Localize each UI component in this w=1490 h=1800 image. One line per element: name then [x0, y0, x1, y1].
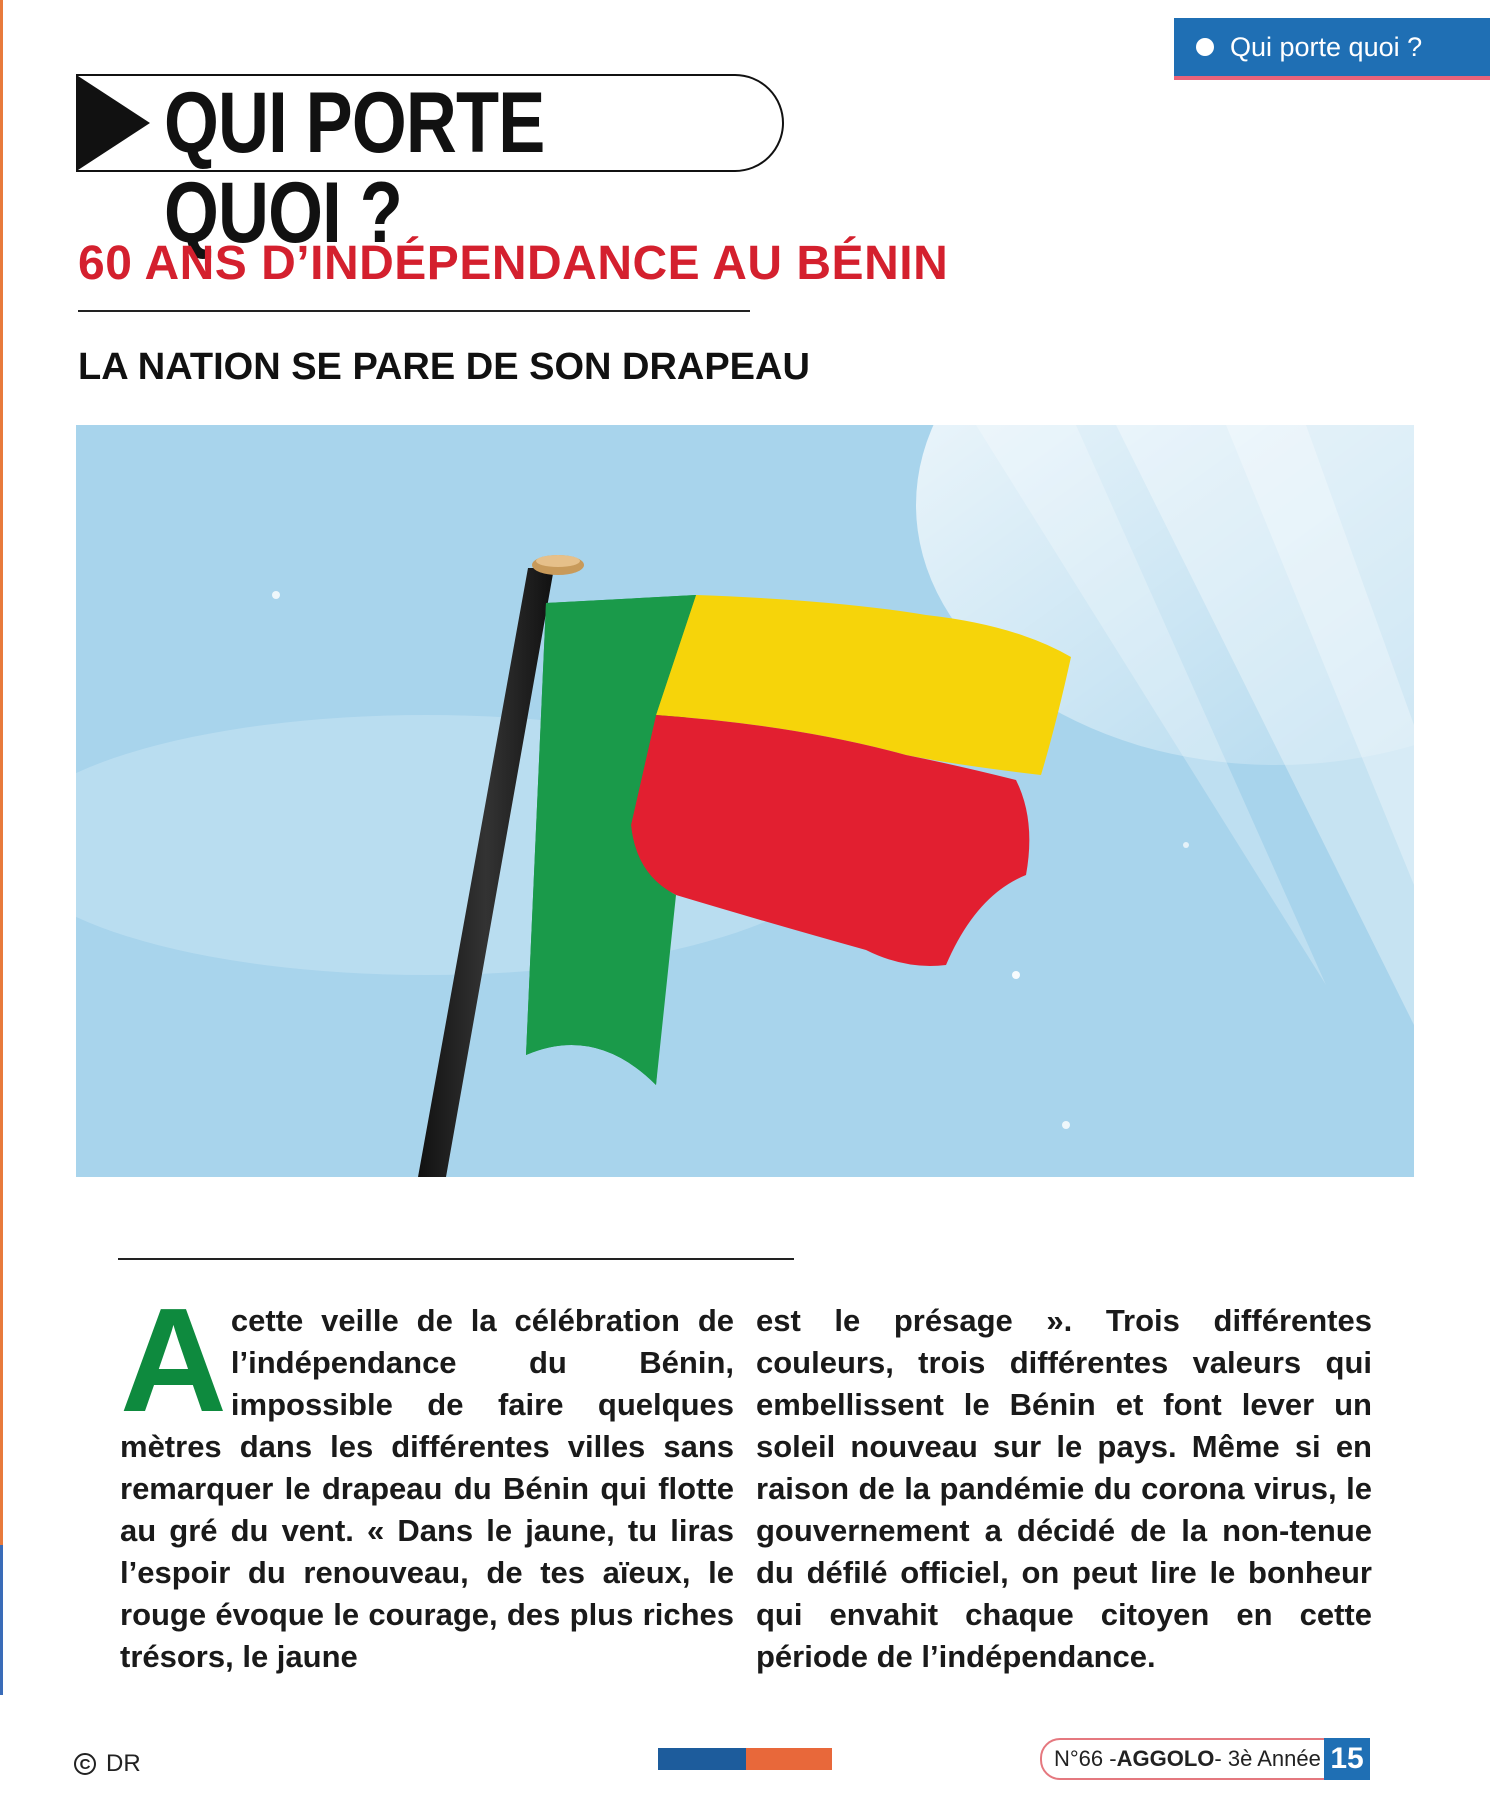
article-subheadline: LA NATION SE PARE DE SON DRAPEAU: [78, 346, 810, 388]
article-column-right: est le présage ». Trois différentes couleurs, trois différentes valeurs qui embellissent le Bénin et font lever un soleil nouveau sur le pays. Même si en raison de la pandémie du corona virus, le gouvernement a décidé de la non-tenue du défilé officiel, on peut lire le bonheur qui envahit chaque citoyen en cette période de l’indépendance.: [756, 1303, 1372, 1674]
page-folio: [1040, 1738, 1370, 1780]
divider: [118, 1258, 794, 1260]
benin-flag-illustration: [76, 425, 1414, 1177]
divider: [78, 310, 750, 312]
section-tag-label: Qui porte quoi ?: [1230, 31, 1423, 62]
photo-credit: [74, 1750, 141, 1778]
play-triangle-icon: [78, 76, 150, 170]
footer-deco-blue: [658, 1748, 746, 1770]
bullet-icon: [1196, 38, 1214, 56]
footer-deco-orange: [746, 1748, 832, 1770]
rubric-title: QUI PORTE QUOI ?: [164, 75, 545, 261]
copyright-icon: C: [74, 1753, 96, 1775]
publication-year: - 3è Année: [1214, 1746, 1321, 1771]
publication-name: AGGOLO: [1116, 1746, 1215, 1771]
dropcap: A: [120, 1278, 227, 1443]
credit-text: DR: [106, 1750, 141, 1777]
page-number: 15: [1324, 1738, 1370, 1780]
rubric-box: [76, 74, 784, 261]
issue-number: N°66 -: [1054, 1746, 1117, 1771]
flag-photo: [76, 425, 1414, 1177]
left-edge-bar: [0, 0, 3, 1545]
article-headline: 60 ANS D’INDÉPENDANCE AU BÉNIN: [78, 237, 949, 290]
article-column-left: [120, 1278, 734, 1678]
section-tag: [1174, 18, 1490, 76]
left-edge-bar-blue: [0, 1545, 3, 1695]
article-text-left: cette veille de la célébration de l’indépendance du Bénin, impossible de faire quelques mètres dans les différentes villes sans remarquer le drapeau du Bénin qui flotte au gré du vent. « Dans le jaune, tu liras l’espoir du renouveau, de tes aïeux, le rouge évoque le courage, des plus riches trésors, le jaune: [120, 1303, 734, 1674]
